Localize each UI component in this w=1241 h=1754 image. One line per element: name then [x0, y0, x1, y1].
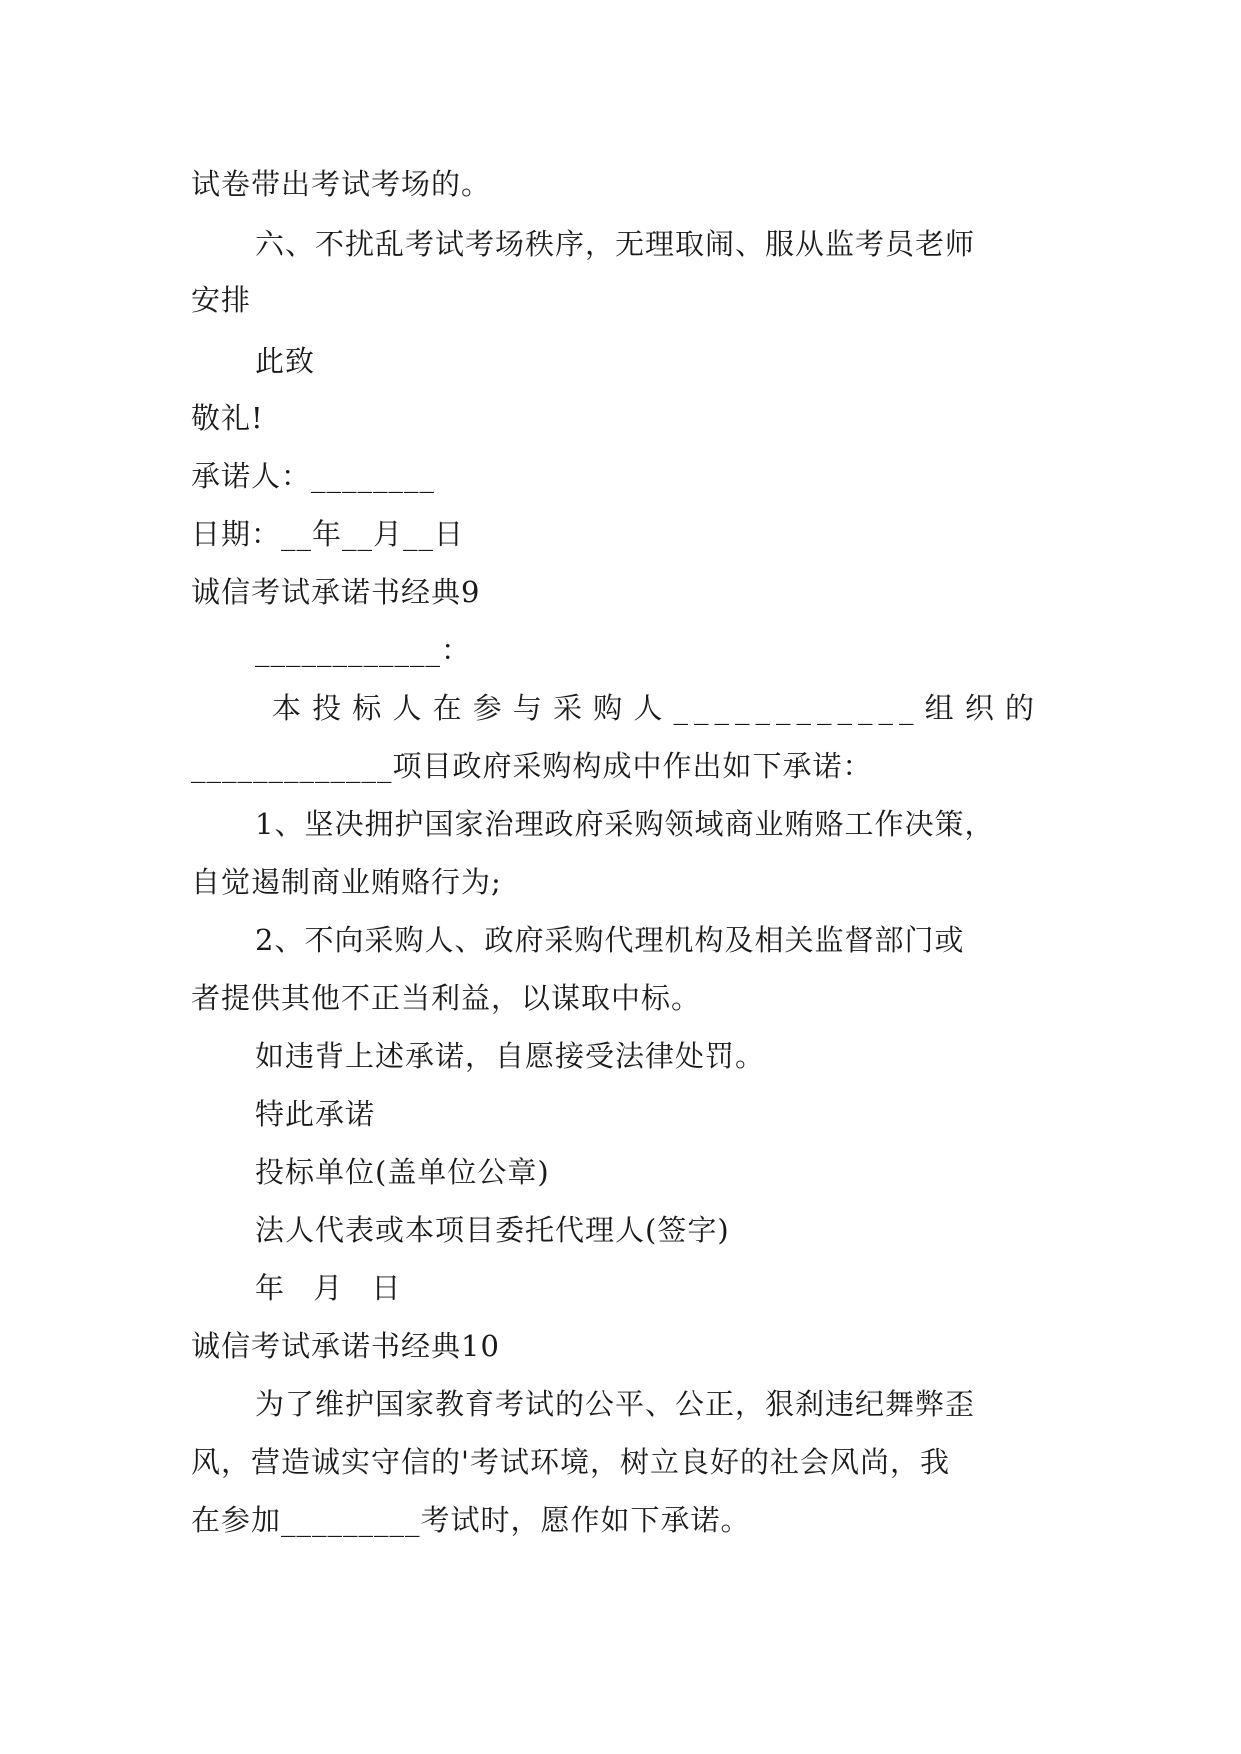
date-line: 年 月 日 [255, 1271, 411, 1305]
body-text-line: 六、不扰乱考试考场秩序，无理取闹、服从监考员老师 [255, 227, 976, 261]
section-heading: 诚信考试承诺书经典9 [191, 575, 481, 609]
body-text-line: 特此承诺 [255, 1097, 376, 1131]
body-text-line: 如违背上述承诺，自愿接受法律处罚。 [255, 1039, 766, 1073]
addressee-line: ____________： [255, 633, 472, 667]
body-text-line: 自觉遏制商业贿赂行为; [191, 865, 502, 899]
promisor-field: 承诺人：________ [191, 459, 436, 493]
body-text-line: 在参加_________考试时，愿作如下承诺。 [191, 1503, 751, 1537]
closing-salutation: 此致 [255, 344, 316, 378]
closing-salutation: 敬礼! [191, 401, 264, 435]
body-text-line: 1、坚决拥护国家治理政府采购领域商业贿赂工作决策， [255, 807, 995, 841]
body-text-line: 2、不向采购人、政府采购代理机构及相关监督部门或 [255, 923, 965, 957]
signature-representative-line: 法人代表或本项目委托代理人(签字) [255, 1213, 730, 1247]
body-text-line: 者提供其他不正当利益，以谋取中标。 [191, 981, 702, 1015]
body-text-line: 安排 [191, 283, 252, 317]
body-text-line: _____________项目政府采购构成中作出如下承诺： [191, 749, 873, 783]
body-text-line: 风，营造诚实守信的'考试环境，树立良好的社会风尚，我 [191, 1445, 950, 1479]
body-text-line: 试卷带出考试考场的。 [191, 167, 492, 201]
body-text-line: 为了维护国家教育考试的公平、公正，狠刹违纪舞弊歪 [255, 1387, 976, 1421]
date-field: 日期：__年__月__日 [191, 517, 465, 551]
body-text-line: 本投标人在参与采购人____________组织的 [272, 691, 1040, 725]
signature-unit-line: 投标单位(盖单位公章) [255, 1155, 550, 1189]
section-heading: 诚信考试承诺书经典10 [191, 1329, 500, 1363]
